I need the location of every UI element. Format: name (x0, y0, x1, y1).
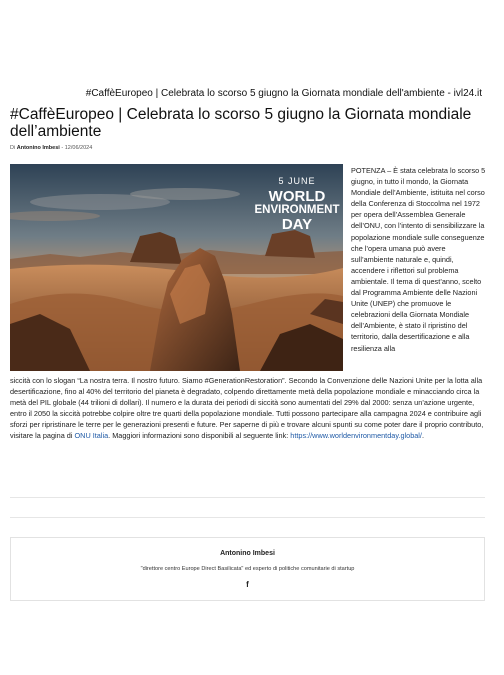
article-body-text-mid: . Maggiori informazioni sono disponibili al seguente link: (108, 431, 289, 441)
byline (10, 145, 92, 151)
article-body-text: siccità con lo slogan “La nostra terra. Il nostro futuro. Siamo #GenerationRestoration”. Secondo la Convenzione delle Nazioni Unite per la lotta alla desertificazione, fino al 40% del territorio del pianeta è degradato, colpendo direttamente metà della popolazione mondiale e minacciando circa la metà del PIL globale (44 trilioni di dollari). Il numero e la durata dei periodi di siccità sono aumentati del 29% dal 2000: senza un’azione urgente, entro il 2050 la siccità potrebbe colpire oltre tre quarti della popolazione mondiale. Tutti possono partecipare alla campagna 2024 e contribuire agli sforzi per ripristinare le terre per le generazioni presenti e future. Per saperne di più e trovare alcuni spunti su come poter dare il proprio contributo, visitare la pagina di (10, 376, 484, 441)
article-body-right-column: POTENZA – È stata celebrata lo scorso 5 giugno, in tutto il mondo, la Giornata Mondiale dell’Ambiente, istituita nel corso della Conferenza di Stoccolma nel 1972 per opera dell’Assemblea Generale dell’ONU, con l’intento di sensibilizzare la popolazione mondiale sulle conseguenze che l’opera umana può avere sull’ambiente naturale e, quindi, accendere i riflettori sul problema ambientale. Il tema di quest’anno, scelto dal Programma Ambiente delle Nazioni Unite (UNEP) che promuove le celebrazioni della Giornata Mondiale dell’Ambiente, è stato il ripristino del territorio, dalla desertificazione e alla resilienza alla (351, 166, 486, 353)
article-body-text-end: . (421, 431, 424, 441)
hero-date-label: 5 JUNE (278, 176, 316, 186)
divider-top (10, 497, 485, 498)
hero-line-environment: ENVIRONMENT (254, 204, 340, 216)
author-name-link[interactable]: Antonino Imbesi (220, 550, 275, 557)
divider-bottom (10, 517, 485, 518)
byline-separator: - (61, 145, 65, 151)
byline-date: 12/06/2024 (64, 145, 93, 151)
page-banner-title: #CaffèEuropeo | Celebrata lo scorso 5 giugno la Giornata mondiale dell'ambiente - ivl24.it (85, 88, 482, 99)
article-body-continued (10, 375, 490, 442)
hero-image (10, 164, 343, 371)
onu-italia-link[interactable]: ONU Italia (74, 431, 109, 441)
author-bio: "direttore centro Europe Direct Basilicata" ed esperto di politiche comunitarie di startup (140, 566, 355, 572)
byline-prefix: Di (10, 145, 16, 151)
byline-author-link[interactable]: Antonino Imbesi (16, 145, 60, 151)
hero-line-world: WORLD (268, 188, 326, 205)
article-title: #CaffèEuropeo | Celebrata lo scorso 5 giugno la Giornata mondiale dell’ambiente (10, 106, 472, 140)
world-environment-day-link[interactable]: https://www.worldenvironmentday.global/ (290, 431, 422, 441)
facebook-icon[interactable]: f (246, 580, 249, 589)
hero-line-day: DAY (281, 216, 313, 233)
author-box (10, 537, 485, 601)
